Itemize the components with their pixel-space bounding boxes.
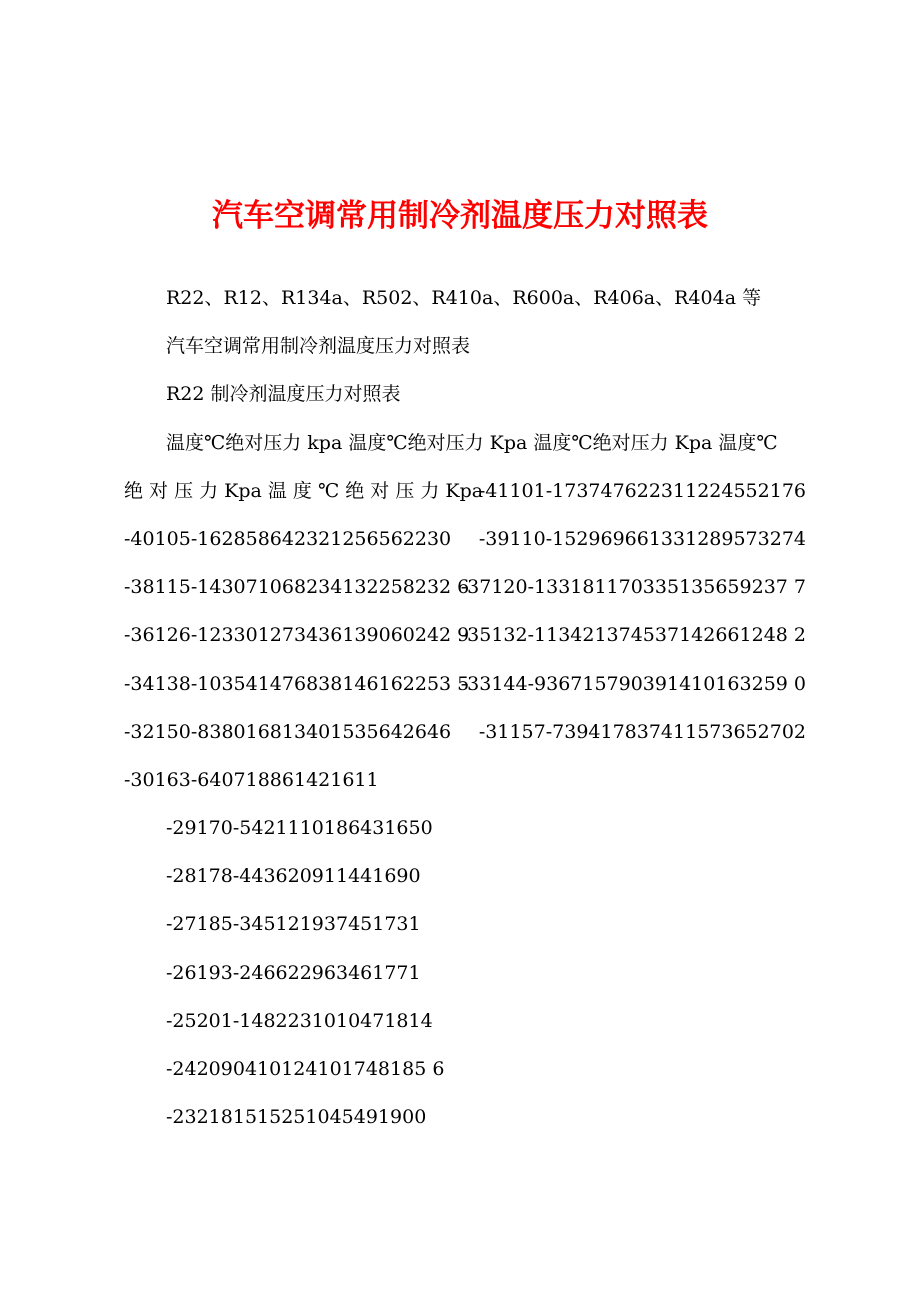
table-row-right: -31157-739417837411573652702 [478,721,806,743]
refrigerant-list: R22、R12、R134a、R502、R410a、R600a、R406a、R404a 等 [166,287,762,309]
table-row-right: -37120-133181170335135659237 7 [460,576,806,598]
table-row: -242090410124101748185 6 [166,1058,445,1080]
table-row: -30163-640718861421611 [124,769,379,791]
table-row: -232181515251045491900 [166,1106,427,1128]
table-row: -27185-345121937451731 [166,913,421,935]
table-row-right: -35132-113421374537142661248 2 [460,624,806,646]
table-header-line-2-value: -41101-173747622311224552176 [478,480,806,502]
table-header-line-1: 温度℃绝对压力 kpa 温度℃绝对压力 Kpa 温度℃绝对压力 Kpa 温度℃ [166,432,778,454]
table-row-right: -39110-152969661331289573274 [478,528,806,550]
table-row: -29170-5421110186431650 [166,817,433,839]
table-row-left: -36126-123301273436139060242 9 [124,624,470,646]
table-row-left: -34138-103541476838146162253 5 [124,673,470,695]
document-subtitle: 汽车空调常用制冷剂温度压力对照表 [166,335,471,357]
table-row-left: -32150-838016813401535642646 [124,721,452,743]
table-row: -26193-246622963461771 [166,962,421,984]
table-title: R22 制冷剂温度压力对照表 [166,383,401,405]
table-row-left: -40105-162858642321256562230 [124,528,452,550]
table-row-left: -38115-143071068234132258232 6 [124,576,470,598]
table-row: -28178-443620911441690 [166,865,421,887]
table-row-right: -33144-936715790391410163259 0 [460,673,806,695]
table-row: -25201-1482231010471814 [166,1010,433,1032]
document-title: 汽车空调常用制冷剂温度压力对照表 [212,198,708,234]
table-header-line-2-label: 绝 对 压 力 Kpa 温 度 ℃ 绝 对 压 力 Kpa [124,480,484,502]
